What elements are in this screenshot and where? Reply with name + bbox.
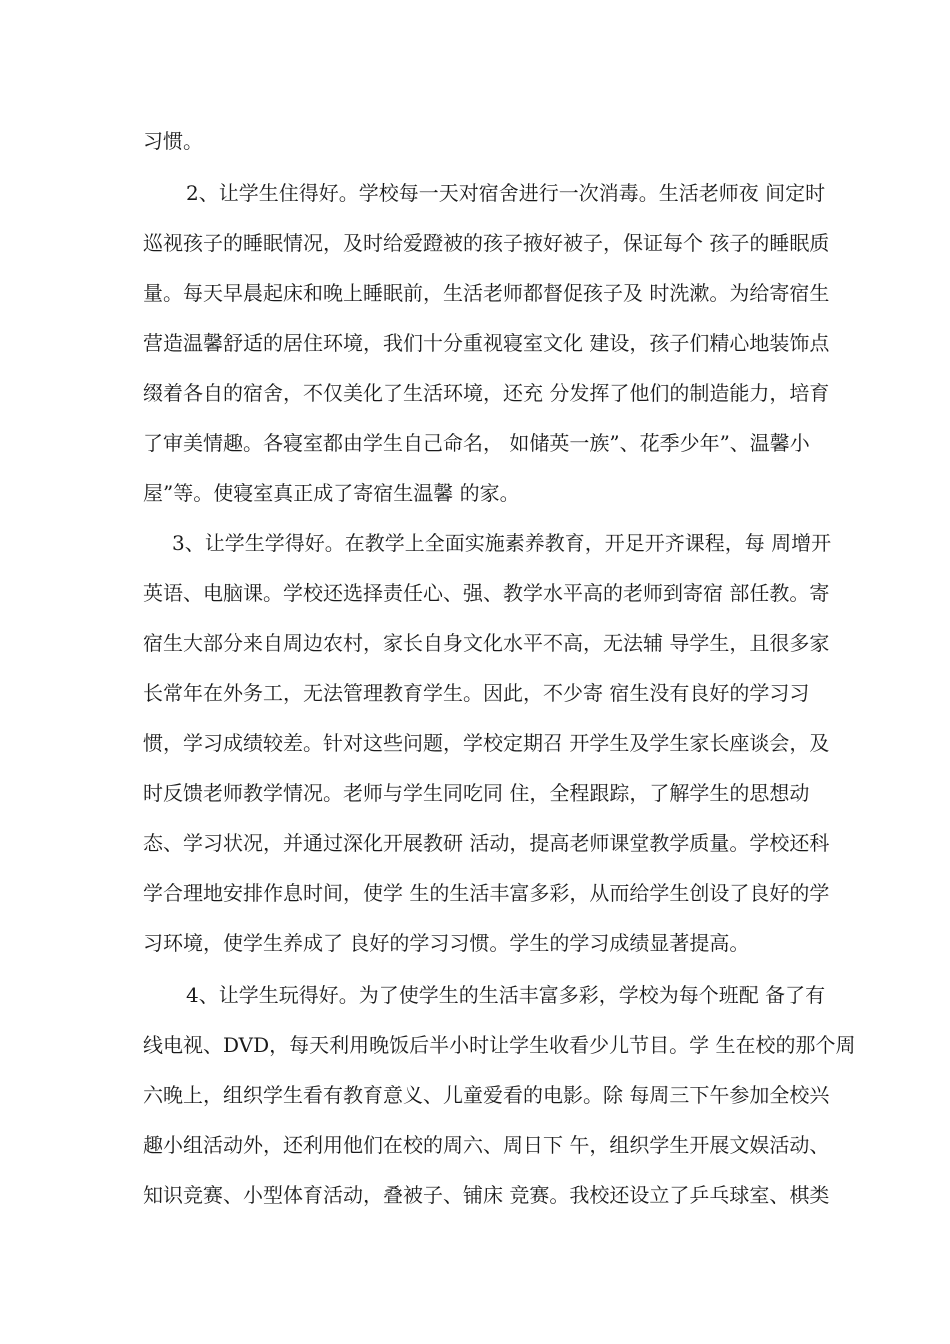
text-line: 3、让学生学得好。在教学上全面实施素养教育，开足开齐课程，每 周增开 — [172, 531, 832, 555]
text-line: 趣小组活动外，还利用他们在校的周六、周日下 午，组织学生开展文娱活动、 — [143, 1133, 830, 1157]
text-line: 长常年在外务工，无法管理教育学生。因此，不少寄 宿生没有良好的学习习 — [143, 681, 810, 705]
text-line: 英语、电脑课。学校还选择责任心、强、教学水平高的老师到寄宿 部任教。寄 — [143, 581, 830, 605]
text-line: 学合理地安排作息时间，使学 生的生活丰富多彩，从而给学生创设了良好的学 — [143, 881, 830, 905]
text-line: 缀着各自的宿舍，不仅美化了生活环境，还充 分发挥了他们的制造能力，培育 — [143, 381, 830, 405]
text-line: 宿生大部分来自周边农村，家长自身文化水平不高，无法辅 导学生，且很多家 — [143, 631, 830, 655]
text-line: 习环境，使学生养成了 良好的学习习惯。学生的学习成绩显著提高。 — [143, 931, 750, 955]
text-line: 屋”等。使寝室真正成了寄宿生温馨 的家。 — [143, 481, 520, 505]
text-line: 态、学习状况，并通过深化开展教研 活动，提高老师课堂教学质量。学校还科 — [143, 831, 830, 855]
text-line: 习惯。 — [143, 129, 203, 153]
text-line: 营造温馨舒适的居住环境，我们十分重视寝室文化 建设，孩子们精心地装饰点 — [143, 331, 830, 355]
text-line: 4、让学生玩得好。为了使学生的生活丰富多彩，学校为每个班配 备了有 — [186, 983, 826, 1007]
text-line: 六晚上，组织学生看有教育意义、儿童爱看的电影。除 每周三下午参加全校兴 — [143, 1083, 830, 1107]
text-line: 惯，学习成绩较差。针对这些问题，学校定期召 开学生及学生家长座谈会，及 — [143, 731, 830, 755]
text-line: 时反馈老师教学情况。老师与学生同吃同 住，全程跟踪，了解学生的思想动 — [143, 781, 810, 805]
text-line: 巡视孩子的睡眠情况，及时给爱蹬被的孩子掖好被子，保证每个 孩子的睡眠质 — [143, 231, 830, 255]
text-line: 2、让学生住得好。学校每一天对宿舍进行一次消毒。生活老师夜 间定时 — [186, 181, 826, 205]
text-line: 量。每天早晨起床和晚上睡眠前，生活老师都督促孩子及 时洗漱。为给寄宿生 — [143, 281, 830, 305]
text-line: 了审美情趣。各寝室都由学生自己命名， 如储英一族”、花季少年”、温馨小 — [143, 431, 810, 455]
text-line: 知识竞赛、小型体育活动，叠被子、铺床 竞赛。我校还设立了乒乓球室、棋类 — [143, 1183, 830, 1207]
text-line: 线电视、DVD，每天利用晚饭后半小时让学生收看少儿节目。学 生在校的那个周 — [143, 1033, 856, 1057]
